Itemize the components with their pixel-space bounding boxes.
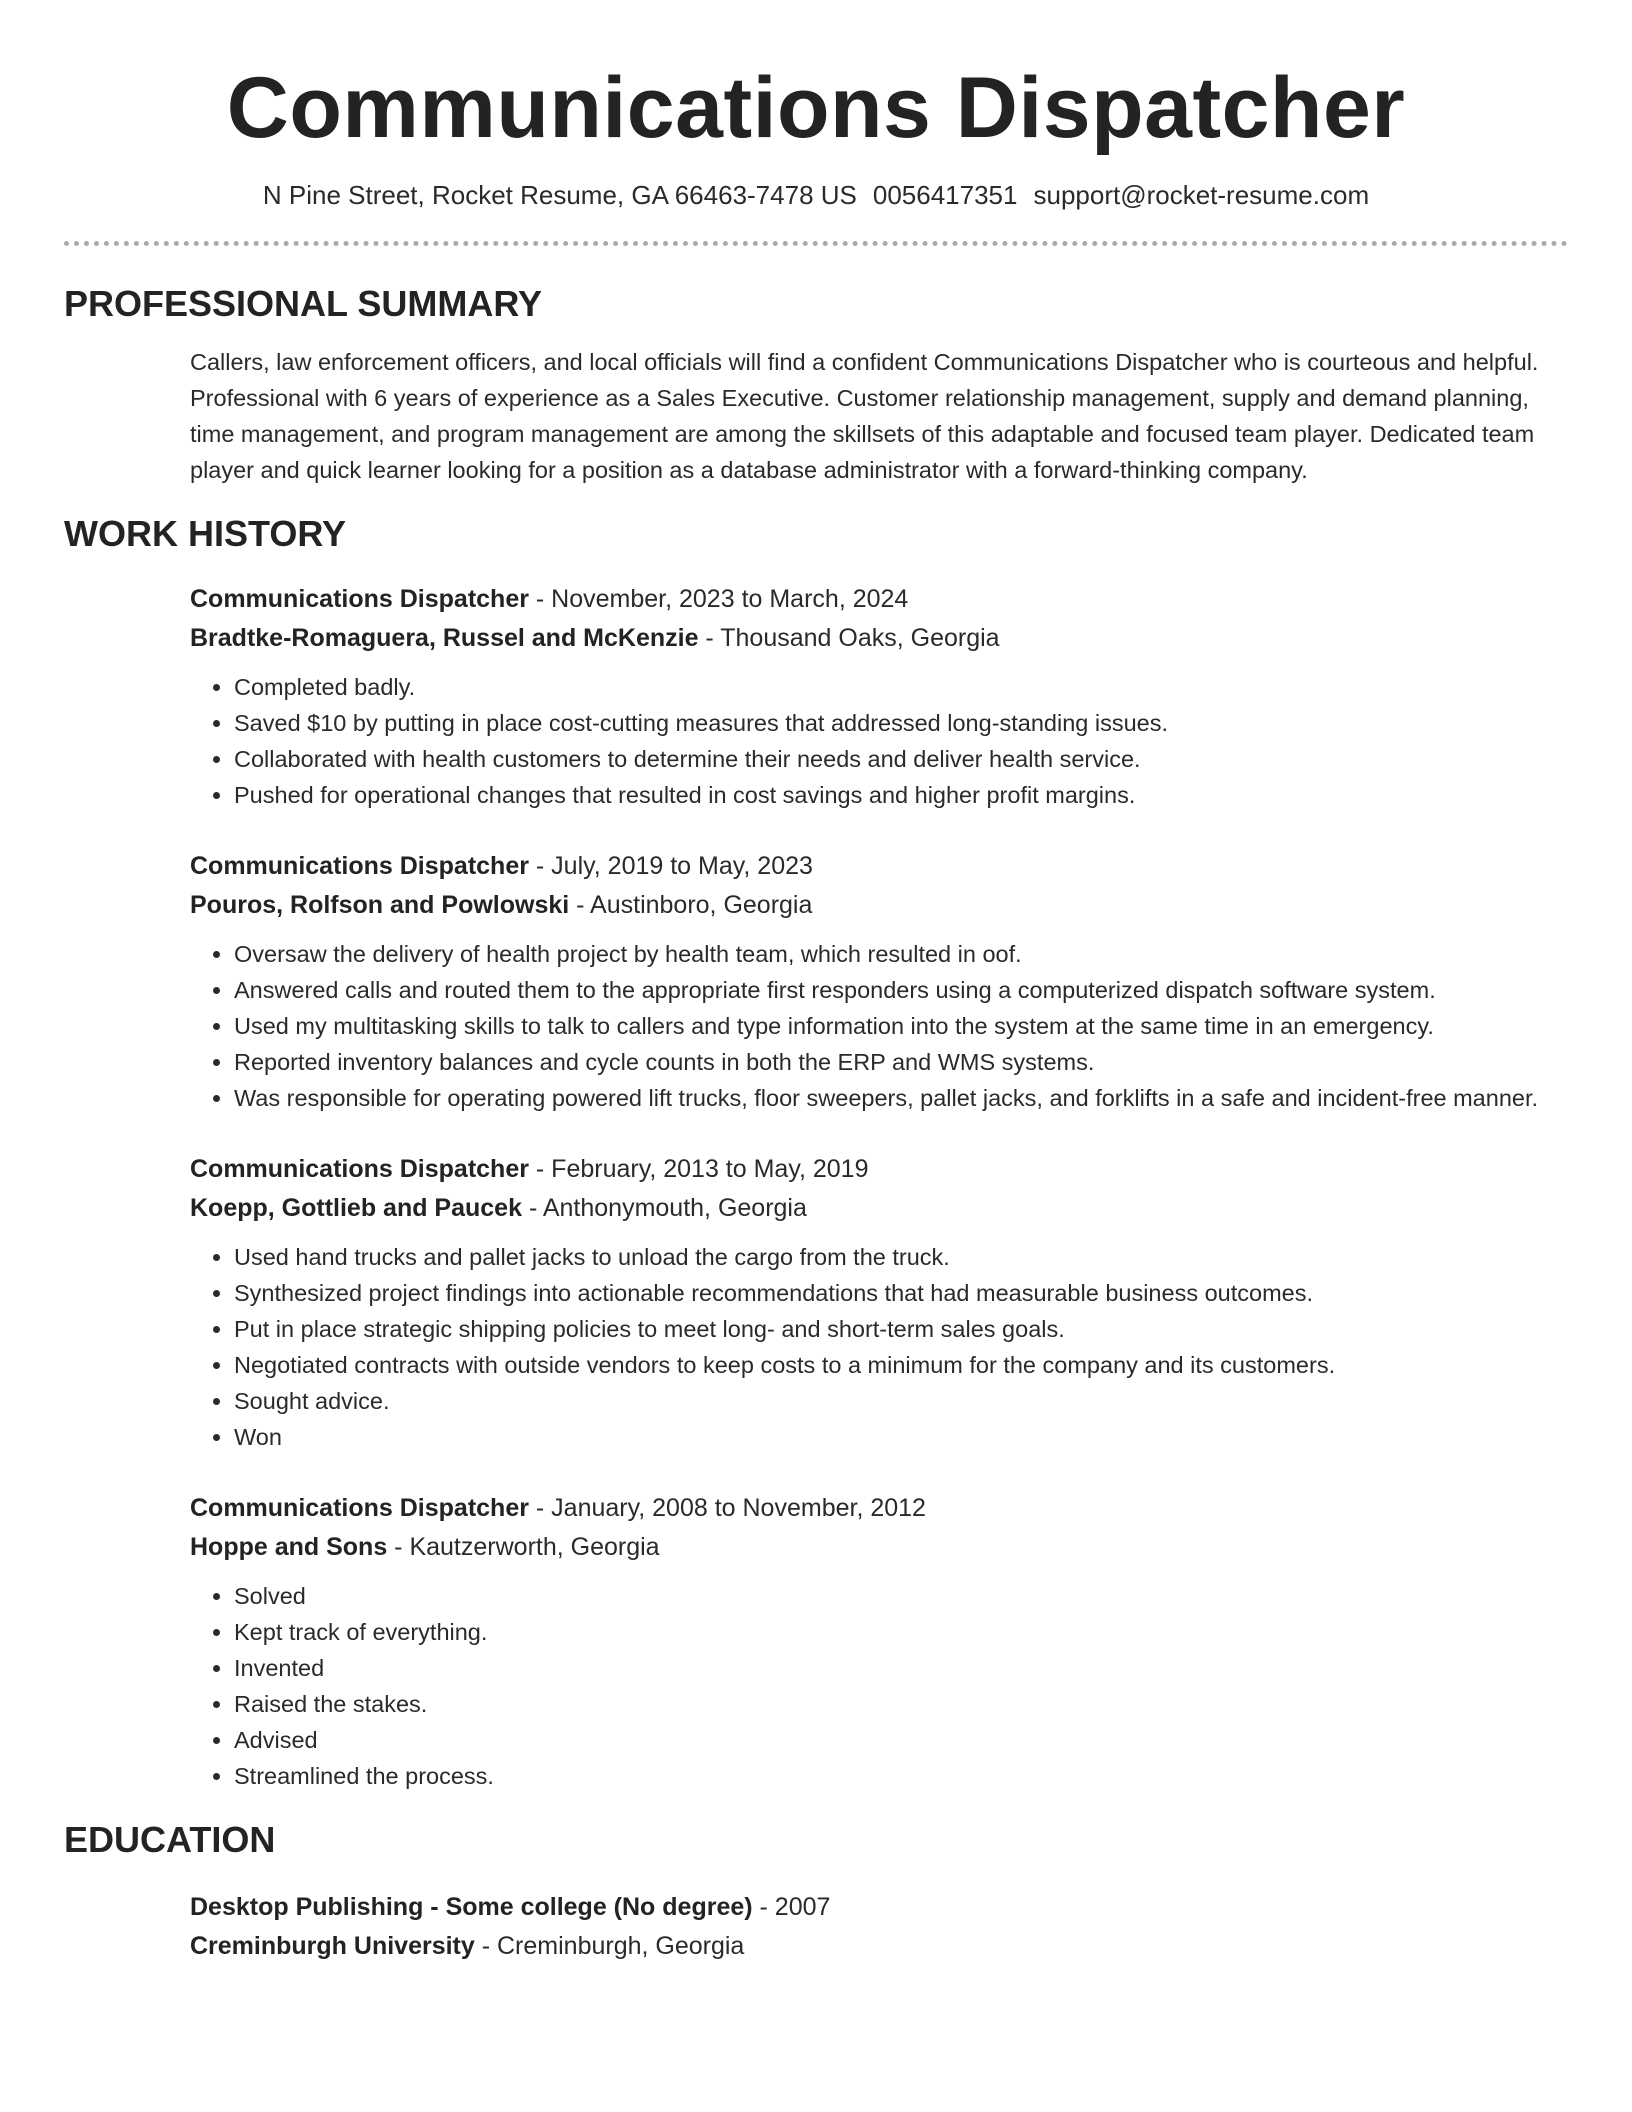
job-title: Communications Dispatcher (190, 1494, 529, 1522)
education-school-line (190, 1927, 1568, 1966)
job-bullet: • Was responsible for operating powered lift trucks, floor sweepers, pallet jacks, and forklifts in a safe and incident-free manner. (234, 1080, 1568, 1116)
job-location: - Thousand Oaks, Georgia (698, 624, 1000, 652)
job-bullet: • Streamlined the process. (234, 1758, 1568, 1794)
job-bullet: • Synthesized project findings into actionable recommendations that had measurable business outcomes. (234, 1275, 1568, 1311)
resume-name: Communications Dispatcher (226, 60, 1406, 156)
job-title: Communications Dispatcher (190, 585, 529, 613)
job-bullet: • Answered calls and routed them to the appropriate first responders using a computerized dispatch software system. (234, 972, 1568, 1008)
job-company: Koepp, Gottlieb and Paucek (190, 1194, 522, 1222)
job-bullets (190, 1578, 1568, 1794)
job-entry (190, 1150, 1568, 1455)
contact-phone: 0056417351 (872, 180, 1018, 210)
job-bullets (190, 936, 1568, 1116)
job-entry (190, 847, 1568, 1116)
job-bullet: • Pushed for operational changes that resulted in cost savings and higher profit margins. (234, 777, 1568, 813)
job-location: - Anthonymouth, Georgia (522, 1194, 807, 1222)
summary-heading: PROFESSIONAL SUMMARY (64, 283, 543, 324)
job-bullets (190, 669, 1568, 813)
contact-email: support@rocket-resume.com (1033, 180, 1370, 210)
job-company: Hoppe and Sons (190, 1533, 388, 1561)
job-bullet: • Solved (234, 1578, 1568, 1614)
job-title: Communications Dispatcher (190, 1155, 529, 1183)
education-degree-line (190, 1888, 1568, 1927)
job-bullets (190, 1239, 1568, 1455)
job-bullet: • Saved $10 by putting in place cost-cutting measures that addressed long-standing issues. (234, 705, 1568, 741)
job-dates: - July, 2019 to May, 2023 (528, 852, 813, 880)
job-bullet: • Kept track of everything. (234, 1614, 1568, 1650)
job-entry (190, 580, 1568, 813)
education-entry (190, 1888, 1568, 1966)
job-bullet: • Won (234, 1419, 1568, 1455)
job-location: - Kautzerworth, Georgia (387, 1533, 660, 1561)
job-title-line (190, 1489, 1568, 1528)
job-bullet: • Sought advice. (234, 1383, 1568, 1419)
job-bullet: • Reported inventory balances and cycle counts in both the ERP and WMS systems. (234, 1044, 1568, 1080)
job-company: Pouros, Rolfson and Powlowski (190, 891, 570, 919)
job-title-line (190, 1150, 1568, 1189)
job-company-line (190, 1189, 1568, 1228)
work-history-section (64, 512, 1568, 1794)
job-company-line (190, 1528, 1568, 1567)
job-bullet: • Used my multitasking skills to talk to callers and type information into the system at the same time in an emergency. (234, 1008, 1568, 1044)
job-bullet: • Advised (234, 1722, 1568, 1758)
education-section (64, 1818, 1568, 1966)
contact-address: N Pine Street, Rocket Resume, GA 66463-7478 US (262, 180, 857, 210)
education-heading: EDUCATION (64, 1819, 276, 1860)
job-bullet: • Oversaw the delivery of health project by health team, which resulted in oof. (234, 936, 1568, 972)
job-company-line (190, 619, 1568, 658)
job-bullet: • Negotiated contracts with outside vendors to keep costs to a minimum for the company and its customers. (234, 1347, 1568, 1383)
job-bullet: • Used hand trucks and pallet jacks to unload the cargo from the truck. (234, 1239, 1568, 1275)
job-company: Bradtke-Romaguera, Russel and McKenzie (190, 624, 699, 652)
education-degree: Desktop Publishing - Some college (No degree) (190, 1893, 753, 1921)
job-bullet: • Completed badly. (234, 669, 1568, 705)
job-title-line (190, 847, 1568, 886)
education-year: - 2007 (752, 1893, 831, 1921)
header-divider (64, 241, 1568, 246)
work-history-heading: WORK HISTORY (64, 513, 347, 554)
summary-text: Callers, law enforcement officers, and local officials will find a confident Communications Dispatcher who is courteous and helpful. Professional with 6 years of experience as a Sales Executive. Customer relationship management, supply and demand planning, time management, and program management are among the skillsets of this adaptable and focused team player. Dedicated team player and quick learner looking for a position as a database administrator with a forward-thinking company. (190, 349, 1539, 483)
contact-line (64, 178, 1568, 212)
job-bullet: • Collaborated with health customers to determine their needs and deliver health service. (234, 741, 1568, 777)
job-title: Communications Dispatcher (190, 852, 529, 880)
education-location: - Creminburgh, Georgia (474, 1932, 745, 1960)
job-dates: - November, 2023 to March, 2024 (528, 585, 909, 613)
job-bullet: • Raised the stakes. (234, 1686, 1568, 1722)
job-dates: - February, 2013 to May, 2019 (528, 1155, 869, 1183)
job-company-line (190, 886, 1568, 925)
job-bullet: • Invented (234, 1650, 1568, 1686)
job-bullet: • Put in place strategic shipping policies to meet long- and short-term sales goals. (234, 1311, 1568, 1347)
job-entry (190, 1489, 1568, 1794)
job-dates: - January, 2008 to November, 2012 (528, 1494, 926, 1522)
summary-section (64, 282, 1568, 488)
job-location: - Austinboro, Georgia (569, 891, 813, 919)
job-title-line (190, 580, 1568, 619)
education-school: Creminburgh University (190, 1932, 475, 1960)
